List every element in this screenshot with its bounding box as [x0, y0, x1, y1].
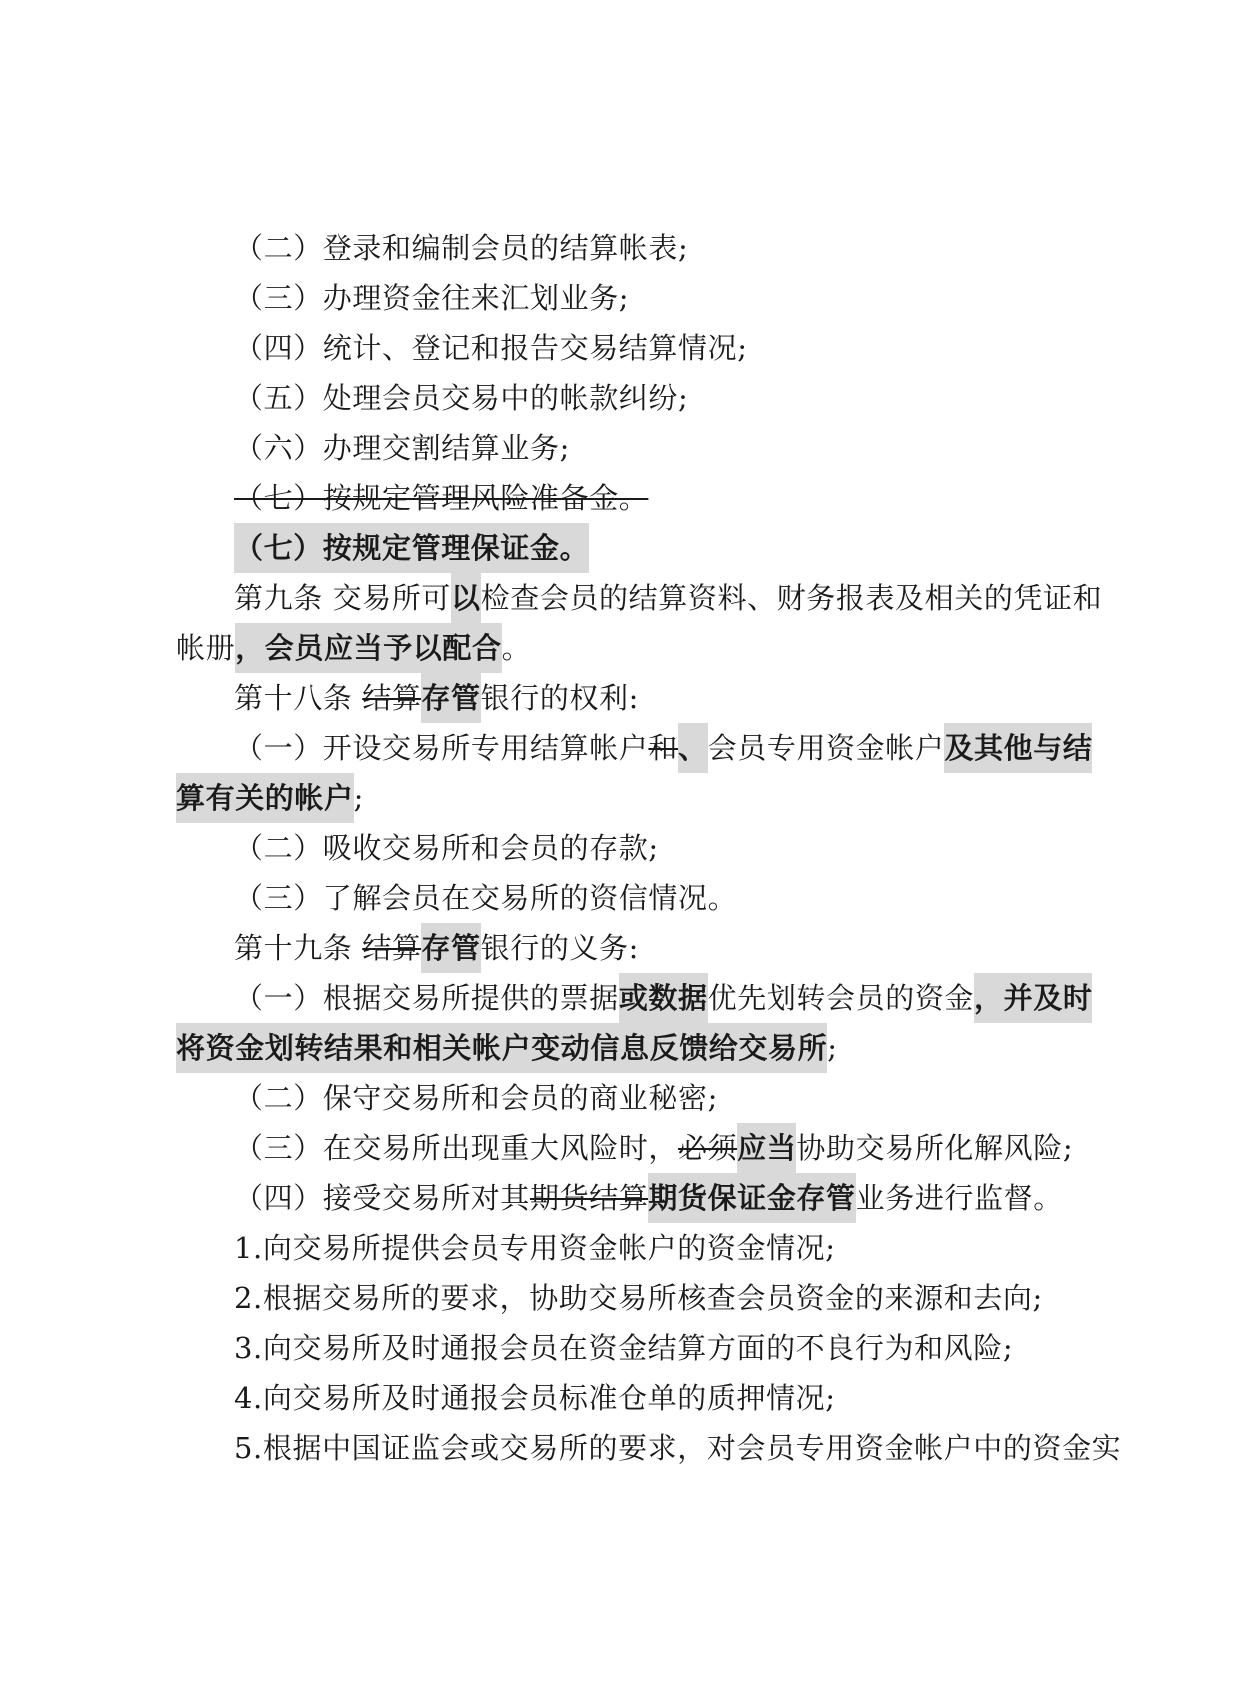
plain-text: 检查会员的结算资料、财务报表及相关的凭证和: [480, 581, 1103, 615]
article-9-line-2: [176, 623, 1088, 673]
inserted-text: ，会员应当予以配合: [235, 623, 501, 673]
article-18-heading: [176, 673, 1088, 723]
line-text: 3.向交易所及时通报会员在资金结算方面的不良行为和风险;: [234, 1331, 1014, 1365]
plain-text: ;: [827, 1031, 838, 1065]
plain-text: 帐册: [176, 631, 236, 665]
plain-text: 会员专用资金帐户: [707, 731, 945, 765]
plain-text: （三）在交易所出现重大风险时，: [234, 1131, 679, 1165]
line-text: 2.根据交易所的要求，协助交易所核查会员资金的来源和去向;: [234, 1281, 1043, 1315]
plain-text: 第十八条: [234, 681, 363, 715]
plain-text: 。: [501, 631, 532, 665]
plain-text: （一）根据交易所提供的票据: [234, 981, 619, 1015]
line-text: （三）了解会员在交易所的资信情况。: [234, 881, 738, 915]
line-text: （二）登录和编制会员的结算帐表;: [234, 231, 689, 265]
line-text: （二）吸收交易所和会员的存款;: [234, 831, 659, 865]
document-body: [176, 223, 1122, 1473]
inserted-text: 以: [451, 573, 481, 623]
article-9-line-1: [176, 573, 1103, 623]
line-text: （六）办理交割结算业务;: [234, 431, 570, 465]
inserted-text: 存管: [421, 923, 480, 973]
deleted-text: 期货结算: [530, 1181, 649, 1215]
inserted-text: （七）按规定管理保证金。: [234, 523, 589, 573]
line-text: （四）统计、登记和报告交易结算情况;: [234, 331, 748, 365]
line-text: （二）保守交易所和会员的商业秘密;: [234, 1081, 718, 1115]
plain-text: ;: [353, 781, 364, 815]
deleted-text: 和: [648, 731, 679, 765]
inserted-text: 存管: [421, 673, 480, 723]
inserted-text: ，并及时: [974, 973, 1092, 1023]
deleted-text: 结算: [362, 931, 422, 965]
numbered-item: [176, 1423, 1122, 1473]
inserted-text: 应当: [737, 1123, 796, 1173]
article-19-item-3: [176, 1123, 1088, 1173]
deleted-text: （七）按规定管理风险准备金。: [234, 481, 649, 515]
plain-text: 银行的义务:: [480, 931, 639, 965]
text-line: [176, 373, 1088, 423]
numbered-item: [176, 1273, 1088, 1323]
numbered-item: [176, 1223, 1088, 1273]
plain-text: （一）开设交易所专用结算帐户: [234, 731, 649, 765]
article-19-heading: [176, 923, 1088, 973]
line-text: 5.根据中国证监会或交易所的要求，对会员专用资金帐户中的资金实: [234, 1431, 1122, 1465]
plain-text: 银行的权利:: [480, 681, 639, 715]
inserted-text: 、: [678, 723, 708, 773]
article-19-item-1: [176, 973, 1093, 1023]
text-line: [176, 823, 1088, 873]
inserted-line: [176, 523, 1088, 573]
text-line: [176, 223, 1088, 273]
article-19-item-4: [176, 1173, 1088, 1223]
inserted-text: 期货保证金存管: [648, 1173, 855, 1223]
plain-text: 优先划转会员的资金: [707, 981, 975, 1015]
plain-text: 协助交易所化解风险;: [796, 1131, 1074, 1165]
text-line: [176, 273, 1088, 323]
text-line: [176, 873, 1088, 923]
plain-text: 第九条 交易所可: [234, 581, 452, 615]
deleted-text: 必须: [678, 1131, 738, 1165]
numbered-item: [176, 1373, 1088, 1423]
plain-text: 第十九条: [234, 931, 363, 965]
inserted-text: 算有关的帐户: [176, 773, 354, 823]
article-18-item-1: [176, 723, 1093, 773]
text-line: [176, 323, 1088, 373]
deleted-text: 结算: [362, 681, 422, 715]
plain-text: （四）接受交易所对其: [234, 1181, 531, 1215]
inserted-text: 或数据: [619, 973, 708, 1023]
numbered-item: [176, 1323, 1088, 1373]
deleted-line: [176, 473, 1088, 523]
inserted-text: 将资金划转结果和相关帐户变动信息反馈给交易所: [176, 1023, 827, 1073]
line-text: 4.向交易所及时通报会员标准仓单的质押情况;: [234, 1381, 836, 1415]
text-line: [176, 1073, 1088, 1123]
text-line: [176, 423, 1088, 473]
article-18-item-1-cont: [176, 773, 1088, 823]
line-text: （五）处理会员交易中的帐款纠纷;: [234, 381, 689, 415]
line-text: （三）办理资金往来汇划业务;: [234, 281, 630, 315]
article-19-item-1-cont: [176, 1023, 1088, 1073]
inserted-text: 及其他与结: [944, 723, 1092, 773]
plain-text: 业务进行监督。: [855, 1181, 1063, 1215]
line-text: 1.向交易所提供会员专用资金帐户的资金情况;: [234, 1231, 836, 1265]
